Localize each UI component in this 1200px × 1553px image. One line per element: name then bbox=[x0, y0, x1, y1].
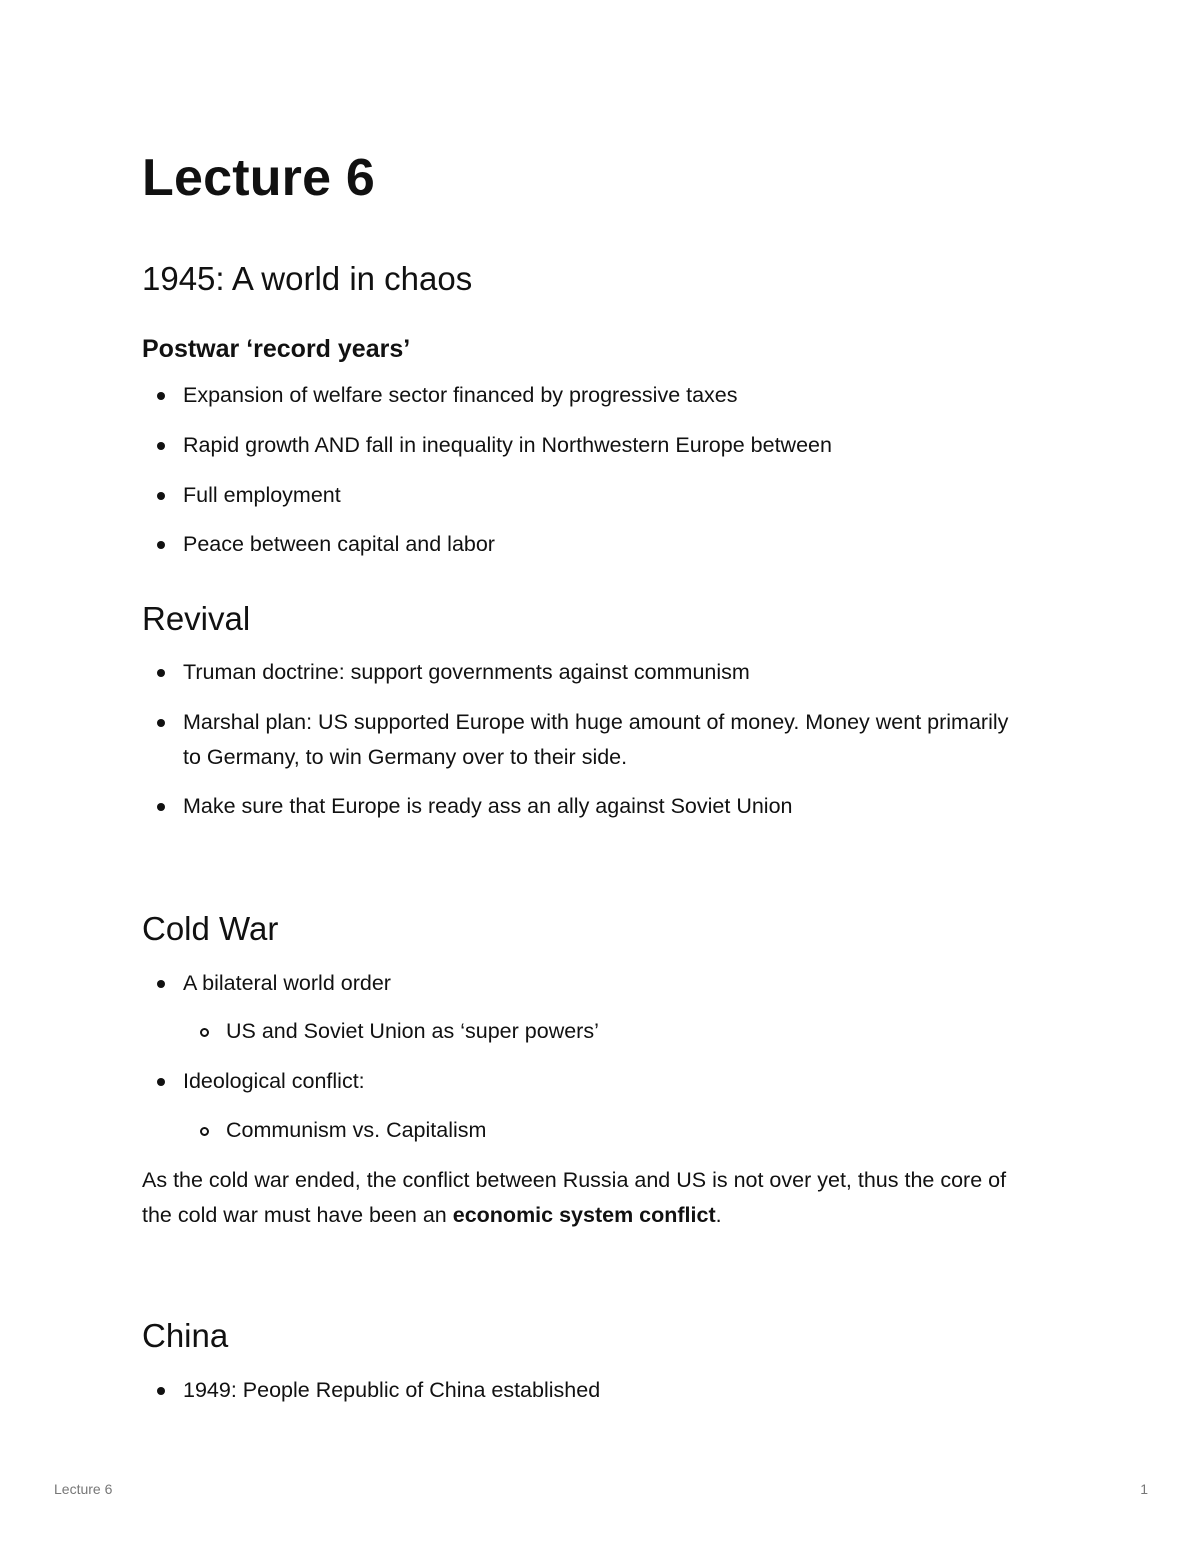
bullet-icon bbox=[157, 803, 165, 811]
cold-war-paragraph: As the cold war ended, the conflict between Russia and US is not over yet, thus the core of the cold war must have been an economic system conflict. bbox=[142, 1168, 1007, 1227]
bullet-icon bbox=[157, 1387, 165, 1395]
bullet-icon bbox=[157, 669, 165, 677]
bullet-icon bbox=[157, 541, 165, 549]
list-item: Truman doctrine: support governments against communism bbox=[183, 655, 1023, 690]
list-item: Full employment bbox=[183, 478, 1023, 513]
footer-page-number: 1 bbox=[1140, 1481, 1148, 1497]
subheading-postwar-record-years: Postwar ‘record years’ bbox=[142, 335, 411, 363]
page-title: Lecture 6 bbox=[142, 149, 376, 207]
list-item: Ideological conflict: bbox=[183, 1064, 1023, 1099]
hollow-bullet-icon bbox=[200, 1127, 209, 1136]
section-heading-world-in-chaos: 1945: A world in chaos bbox=[142, 260, 473, 297]
bullet-icon bbox=[157, 392, 165, 400]
list-item: 1949: People Republic of China established bbox=[183, 1373, 1023, 1408]
list-item: Make sure that Europe is ready ass an ally against Soviet Union bbox=[183, 789, 1023, 824]
hollow-bullet-icon bbox=[200, 1028, 209, 1037]
list-item: Marshal plan: US supported Europe with huge amount of money. Money went primarily to Germany, to win Germany over to their side. bbox=[183, 705, 1023, 775]
list-item: Peace between capital and labor bbox=[183, 527, 1023, 562]
bullet-icon bbox=[157, 1078, 165, 1086]
footer-document-title: Lecture 6 bbox=[54, 1481, 113, 1497]
section-heading-revival: Revival bbox=[142, 600, 251, 637]
section-heading-china: China bbox=[142, 1317, 229, 1354]
bullet-icon bbox=[157, 719, 165, 727]
emphasis-text: economic system conflict bbox=[452, 1203, 716, 1227]
list-item: Rapid growth AND fall in inequality in Northwestern Europe between bbox=[183, 428, 1023, 463]
bullet-icon bbox=[157, 442, 165, 450]
section-heading-cold-war: Cold War bbox=[142, 910, 279, 947]
list-item: A bilateral world order bbox=[183, 966, 1023, 1001]
list-item: Expansion of welfare sector financed by progressive taxes bbox=[183, 378, 1023, 413]
bullet-icon bbox=[157, 980, 165, 988]
nested-list-item: Communism vs. Capitalism bbox=[226, 1113, 1066, 1148]
bullet-icon bbox=[157, 492, 165, 500]
nested-list-item: US and Soviet Union as ‘super powers’ bbox=[226, 1014, 1066, 1049]
